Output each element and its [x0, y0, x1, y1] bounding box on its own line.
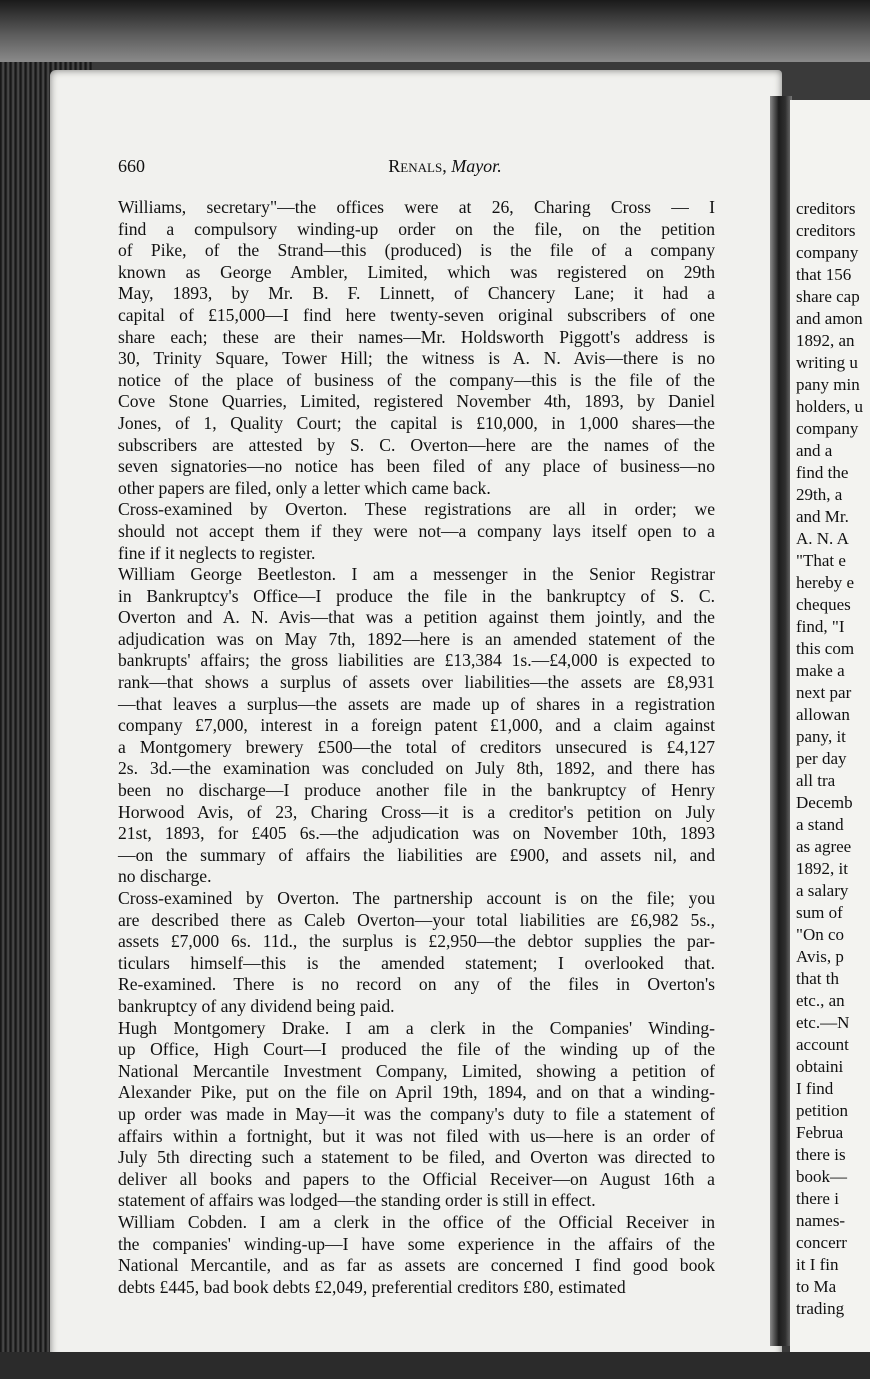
- facing-page-line: "That e: [796, 551, 846, 570]
- facing-page-line: writing u: [796, 353, 858, 372]
- facing-page-line: this com: [796, 639, 855, 658]
- text-line: statement of affairs was lodged—the standing order is still in effect.: [118, 1190, 596, 1211]
- running-head: [0, 156, 870, 177]
- text-line: debts £445, bad book debts £2,049, preferential creditors £80, estimated: [118, 1276, 626, 1297]
- text-line: ticulars himself—this is the amended statement; I overlooked that.: [118, 952, 715, 973]
- text-line: Jones, of 1, Quality Court; the capital is £10,000, in 1,000 shares—the: [118, 412, 715, 433]
- facing-page-line: 1892, it: [796, 859, 848, 878]
- facing-page-line: Avis, p: [796, 947, 844, 966]
- facing-page-line: pany min: [796, 375, 860, 394]
- text-line: known as George Ambler, Limited, which was registered on 29th: [118, 261, 715, 282]
- text-line: 21st, 1893, for £405 6s.—the adjudication was on November 10th, 1893: [118, 823, 715, 844]
- text-line: capital of £15,000—I find here twenty-seven original subscribers of one: [118, 304, 715, 325]
- facing-page: [790, 100, 870, 1379]
- facing-page-line: share cap: [796, 287, 860, 306]
- text-line: notice of the place of business of the company—this is the file of the: [118, 369, 715, 390]
- text-line: share each; these are their names—Mr. Holdsworth Piggott's address is: [118, 326, 715, 347]
- facing-page-line: that 156: [796, 265, 852, 284]
- facing-page-line: a salary: [796, 881, 849, 900]
- page-body-text: [118, 197, 715, 1298]
- text-line: Cross-examined by Overton. These registrations are all in order; we: [118, 499, 715, 520]
- text-line: up Office, High Court—I produced the file of the winding up of the: [118, 1039, 715, 1060]
- text-line: Cove Stone Quarries, Limited, registered November 4th, 1893, by Daniel: [118, 391, 715, 412]
- text-line: assets £7,000 6s. 11d., the surplus is £2,950—the debtor supplies the par-: [118, 931, 715, 952]
- facing-page-line: and Mr.: [796, 507, 849, 526]
- facing-page-line: A. N. A: [796, 529, 849, 548]
- facing-page-line: 29th, a: [796, 485, 843, 504]
- text-line: other papers are filed, only a letter which came back.: [118, 477, 491, 498]
- text-line: —on the summary of affairs the liabilities are £900, and assets nil, and: [118, 844, 715, 865]
- text-line: National Mercantile Investment Company, Limited, showing a petition of: [118, 1060, 715, 1081]
- text-line: subscribers are attested by S. C. Overton—here are the names of the: [118, 434, 715, 455]
- text-line: William Cobden. I am a clerk in the office of the Official Receiver in: [118, 1211, 715, 1232]
- facing-page-line: Decemb: [796, 793, 853, 812]
- text-line: 30, Trinity Square, Tower Hill; the witness is A. N. Avis—there is no: [118, 348, 715, 369]
- facing-page-line: hereby e: [796, 573, 855, 592]
- text-line: William George Beetleston. I am a messenger in the Senior Registrar: [118, 564, 715, 585]
- text-line: a Montgomery brewery £500—the total of creditors unsecured is £4,127: [118, 736, 715, 757]
- text-line: Williams, secretary"—the offices were at 26, Charing Cross — I: [118, 197, 715, 217]
- text-line: of Pike, of the Strand—this (produced) is the file of a company: [118, 240, 715, 261]
- text-line: May, 1893, by Mr. B. F. Linnett, of Chancery Lane; it had a: [118, 283, 715, 304]
- facing-page-line: sum of: [796, 903, 843, 922]
- text-line: fine if it neglects to register.: [118, 542, 316, 563]
- text-line: the companies' winding-up—I have some experience in the affairs of the: [118, 1233, 715, 1254]
- page-number: 660: [118, 156, 145, 176]
- text-line: Re-examined. There is no record on any of the files in Overton's: [118, 974, 715, 995]
- facing-page-line: names-: [796, 1211, 846, 1230]
- text-line: Cross-examined by Overton. The partnership account is on the file; you: [118, 888, 715, 908]
- text-line: seven signatories—no notice has been filed of any place of business—no: [118, 456, 715, 477]
- facing-page-line: book—: [796, 1167, 847, 1186]
- facing-page-line: a stand: [796, 815, 844, 834]
- facing-page-line: concerr: [796, 1233, 847, 1252]
- facing-page-line: allowan: [796, 705, 850, 724]
- facing-page-line: I find: [796, 1079, 834, 1098]
- text-line: affairs within a fortnight, but it was not filed with us—here is an order of: [118, 1125, 715, 1146]
- text-line: Horwood Avis, of 23, Charing Cross—it is a creditor's petition on July: [118, 801, 715, 822]
- facing-page-line: that th: [796, 969, 839, 988]
- facing-page-line: there is: [796, 1145, 846, 1164]
- facing-page-line: holders, u: [796, 397, 864, 416]
- facing-page-line: find the: [796, 463, 849, 482]
- text-line: up order was made in May—it was the company's duty to file a statement of: [118, 1103, 715, 1124]
- text-line: July 5th directing such a statement to be filed, and Overton was directed to: [118, 1147, 715, 1168]
- text-line: are described there as Caleb Overton—your total liabilities are £6,982 5s.,: [118, 909, 715, 930]
- text-line: Hugh Montgomery Drake. I am a clerk in the Companies' Winding-: [118, 1017, 715, 1038]
- facing-page-line: make a: [796, 661, 845, 680]
- facing-page-line: petition: [796, 1101, 848, 1120]
- facing-page-line: etc.—N: [796, 1013, 850, 1032]
- facing-page-line: account: [796, 1035, 849, 1054]
- scan-bottom-border: [0, 1352, 870, 1379]
- facing-page-line: company: [796, 419, 859, 438]
- facing-page-line: there i: [796, 1189, 839, 1208]
- facing-page-line: it I fin: [796, 1255, 839, 1274]
- facing-page-line: cheques: [796, 595, 851, 614]
- text-line: bankruptcy of any dividend being paid.: [118, 995, 395, 1016]
- text-line: in Bankruptcy's Office—I produce the file in the bankruptcy of S. C.: [118, 585, 715, 606]
- facing-page-line: etc., an: [796, 991, 845, 1010]
- book-gutter: [770, 96, 792, 1346]
- running-head-title: Mayor.: [451, 156, 502, 176]
- text-line: 2s. 3d.—the examination was concluded on July 8th, 1892, and there has: [118, 758, 715, 779]
- facing-page-line: and amon: [796, 309, 863, 328]
- text-line: been no discharge—I produce another file in the bankruptcy of Henry: [118, 780, 715, 801]
- text-line: bankrupts' affairs; the gross liabilities are £13,384 1s.—£4,000 is expected to: [118, 650, 715, 671]
- scan-top-border: [0, 0, 870, 62]
- facing-page-line: next par: [796, 683, 852, 702]
- text-line: company £7,000, interest in a foreign patent £1,000, and a claim against: [118, 715, 715, 736]
- text-line: deliver all books and papers to the Official Receiver—on August 16th a: [118, 1168, 715, 1189]
- facing-page-line: creditors: [796, 199, 856, 218]
- text-line: National Mercantile, and as far as assets are concerned I find good book: [118, 1255, 715, 1276]
- text-line: no discharge.: [118, 866, 212, 887]
- facing-page-line: as agree: [796, 837, 852, 856]
- text-line: Alexander Pike, put on the file on April 19th, 1894, and on that a winding-: [118, 1082, 715, 1103]
- facing-page-line: 1892, an: [796, 331, 855, 350]
- facing-page-line: pany, it: [796, 727, 846, 746]
- facing-page-line: per day: [796, 749, 847, 768]
- facing-page-line: find, "I: [796, 617, 845, 636]
- running-head-name: Renals,: [388, 156, 447, 176]
- facing-page-line: to Ma: [796, 1277, 837, 1296]
- facing-page-line: Februa: [796, 1123, 844, 1142]
- facing-page-line: "On co: [796, 925, 845, 944]
- facing-page-line: and a: [796, 441, 833, 460]
- text-line: should not accept them if they were not—a company lays itself open to a: [118, 520, 715, 541]
- facing-page-line: trading: [796, 1299, 845, 1318]
- facing-page-line: company: [796, 243, 859, 262]
- facing-page-line: creditors: [796, 221, 856, 240]
- text-line: rank—that shows a surplus of assets over liabilities—the assets are £8,931: [118, 672, 715, 693]
- text-line: Overton and A. N. Avis—that was a petition against them jointly, and the: [118, 607, 715, 628]
- facing-page-line: all tra: [796, 771, 836, 790]
- facing-page-line: obtaini: [796, 1057, 844, 1076]
- text-line: find a compulsory winding-up order on the file, on the petition: [118, 218, 715, 239]
- text-line: —that leaves a surplus—the assets are made up of shares in a registration: [118, 693, 715, 714]
- text-line: adjudication was on May 7th, 1892—here is an amended statement of the: [118, 628, 715, 649]
